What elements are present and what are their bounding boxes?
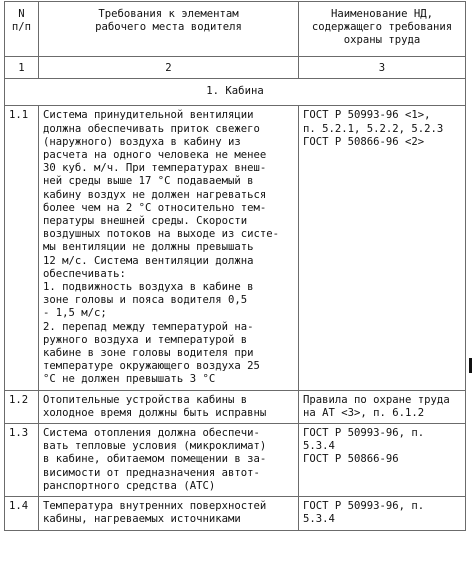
- section-title: 1. Кабина: [5, 79, 466, 106]
- row-normative-doc: ГОСТ Р 50993-96 <1>, п. 5.2.1, 5.2.2, 5.2.3 ГОСТ Р 50866-96 <2>: [299, 106, 466, 390]
- section-row: [5, 79, 466, 106]
- row-normative-doc: Правила по охране труда на АТ <3>, п. 6.1.2: [299, 390, 466, 423]
- column-number-row: [5, 57, 466, 79]
- scroll-marker: [469, 358, 472, 373]
- table-header-row: [5, 2, 466, 57]
- row-number: 1.4: [5, 497, 39, 530]
- table-row: [5, 497, 466, 530]
- table-row: [5, 390, 466, 423]
- table-row: [5, 424, 466, 497]
- requirements-table: [4, 1, 466, 531]
- header-number: N п/п: [5, 2, 39, 57]
- row-requirement: Температура внутренних поверхностей кабины, нагреваемых источниками: [39, 497, 299, 530]
- table-row: [5, 106, 466, 390]
- column-number: 1: [5, 57, 39, 79]
- column-number: 2: [39, 57, 299, 79]
- column-number: 3: [299, 57, 466, 79]
- row-number: 1.1: [5, 106, 39, 390]
- row-normative-doc: ГОСТ Р 50993-96, п. 5.3.4: [299, 497, 466, 530]
- row-number: 1.2: [5, 390, 39, 423]
- row-normative-doc: ГОСТ Р 50993-96, п. 5.3.4 ГОСТ Р 50866-96: [299, 424, 466, 497]
- row-requirement: Отопительные устройства кабины в холодное время должны быть исправны: [39, 390, 299, 423]
- header-requirements: Требования к элементам рабочего места водителя: [39, 2, 299, 57]
- row-number: 1.3: [5, 424, 39, 497]
- row-requirement: Система принудительной вентиляции должна обеспечивать приток свежего (наружного) воздуха в кабину из расчета на одного человека не менее 30 куб. м/ч. При температурах внеш- ней среды выше 17 °С подаваемый в кабину воздух не должен нагреваться более чем на 2 °С относительно тем- пературы внешней среды. Скорости воздушных потоков на выходе из систе- мы вентиляции не должны превышать 12 м/с. Система вентиляции должна обеспечивать: 1. подвижность воздуха в кабине в зоне головы и пояса водителя 0,5 - 1,5 м/с; 2. перепад между температурой на- ружного воздуха и температурой в кабине в зоне головы водителя при температуре окружающего воздуха 25 °С не должен превышать 3 °С: [39, 106, 299, 390]
- header-normative-doc: Наименование НД, содержащего требования охраны труда: [299, 2, 466, 57]
- row-requirement: Система отопления должна обеспечи- вать тепловые условия (микроклимат) в кабине, обитаемом помещении в за- висимости от предназначения автот- ранспортного средства (АТС): [39, 424, 299, 497]
